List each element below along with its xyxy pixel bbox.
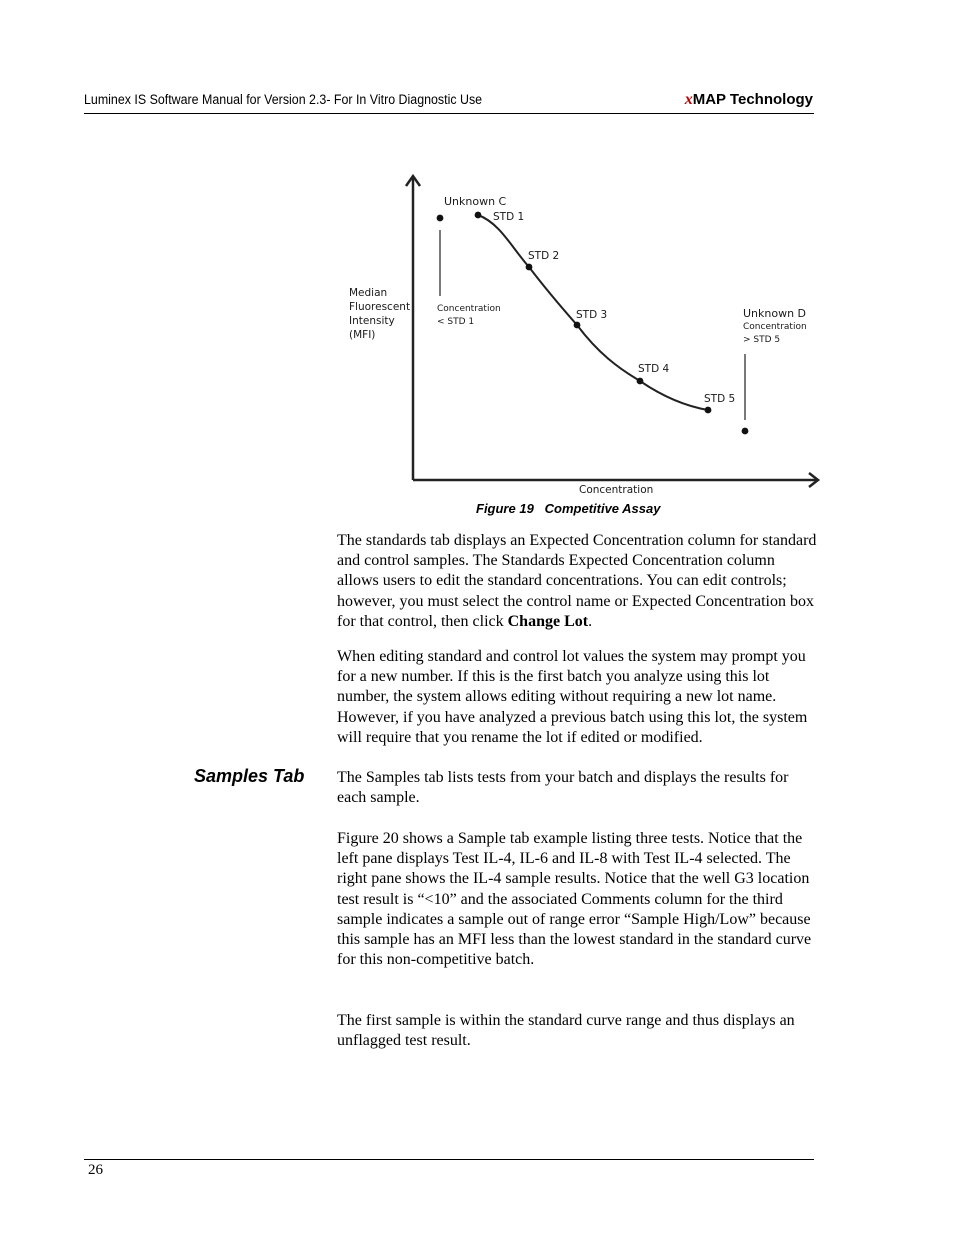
x-axis-label: Concentration xyxy=(579,484,654,496)
page-number: 26 xyxy=(88,1162,103,1178)
section-heading-samples-tab: Samples Tab xyxy=(194,766,305,786)
y-label-line: Fluorescent xyxy=(349,301,411,313)
std-3-label: STD 3 xyxy=(576,309,608,321)
running-header-title: Luminex IS Software Manual for Version 2.3- For In Vitro Diagnostic Use xyxy=(84,92,483,107)
std-4-label: STD 4 xyxy=(638,363,670,375)
paragraph-editing-lots: When editing standard and control lot values the system may prompt you for a new number. If this is the first batch you analyze using this lot number, the system allows editing without requiring a new lot name. However, if you have analyzed a previous batch using this lot, the system will require that you rename the lot if edited or modified. xyxy=(337,648,808,746)
figure-caption: Figure 19 Competitive Assay xyxy=(476,501,661,516)
unknown-d-note-line: > STD 5 xyxy=(743,335,781,345)
std-3-point xyxy=(574,322,581,329)
change-lot-term: Change Lot xyxy=(507,612,589,630)
competitive-assay-figure xyxy=(340,168,830,498)
unknown-c-note xyxy=(437,304,504,327)
y-label-line: Median xyxy=(349,287,388,299)
unknown-d-label: Unknown D xyxy=(743,307,807,320)
y-label-line: (MFI) xyxy=(349,329,376,341)
header-rule xyxy=(84,113,814,114)
y-axis-label xyxy=(349,287,413,341)
unknown-d-note-line: Concentration xyxy=(743,322,807,332)
paragraph-text: . xyxy=(588,612,593,630)
unknown-d-note xyxy=(743,322,810,345)
unknown-c-note-line: Concentration xyxy=(437,304,501,314)
brand-x: x xyxy=(684,91,693,108)
brand-logo xyxy=(685,91,813,109)
std-2-label: STD 2 xyxy=(528,250,560,262)
paragraph-samples-intro: The Samples tab lists tests from your batch and displays the results for each sample. xyxy=(337,769,789,807)
paragraph-figure-20: Figure 20 shows a Sample tab example listing three tests. Notice that the left pane displays Test IL-4, IL-6 and IL-8 with Test IL-4 selected. The right pane shows the IL-4 sample results. Notice that the well G3 location test result is “<10” and the associated Comments column for the third sample indicates a sample out of range error “Sample High/Low” because this sample has an MFI less than the lowest standard in the standard curve for this non-competitive batch. xyxy=(337,830,812,969)
brand-text: MAP Technology xyxy=(692,91,813,108)
unknown-c-note-line: < STD 1 xyxy=(437,317,475,327)
std-1-point xyxy=(475,212,482,219)
std-5-point xyxy=(705,407,712,414)
footer-rule xyxy=(84,1159,814,1160)
unknown-c-label: Unknown C xyxy=(444,195,507,208)
unknown-d-point xyxy=(742,428,749,435)
std-1-label: STD 1 xyxy=(493,211,525,223)
y-label-line: Intensity xyxy=(349,315,395,327)
paragraph-text: The standards tab displays an Expected Concentration column for standard and control samples. The Standards Expected Concentration column allows users to edit the standard concentrations. You can edit controls; however, you must select the control name or Expected Concentration box for that control, then click xyxy=(337,532,817,630)
paragraph-standards-tab xyxy=(337,531,817,632)
std-2-point xyxy=(526,264,533,271)
std-5-label: STD 5 xyxy=(704,393,736,405)
unknown-c-point xyxy=(437,215,444,222)
paragraph-first-sample: The first sample is within the standard curve range and thus displays an unflagged test result. xyxy=(337,1012,795,1050)
std-4-point xyxy=(637,378,644,385)
